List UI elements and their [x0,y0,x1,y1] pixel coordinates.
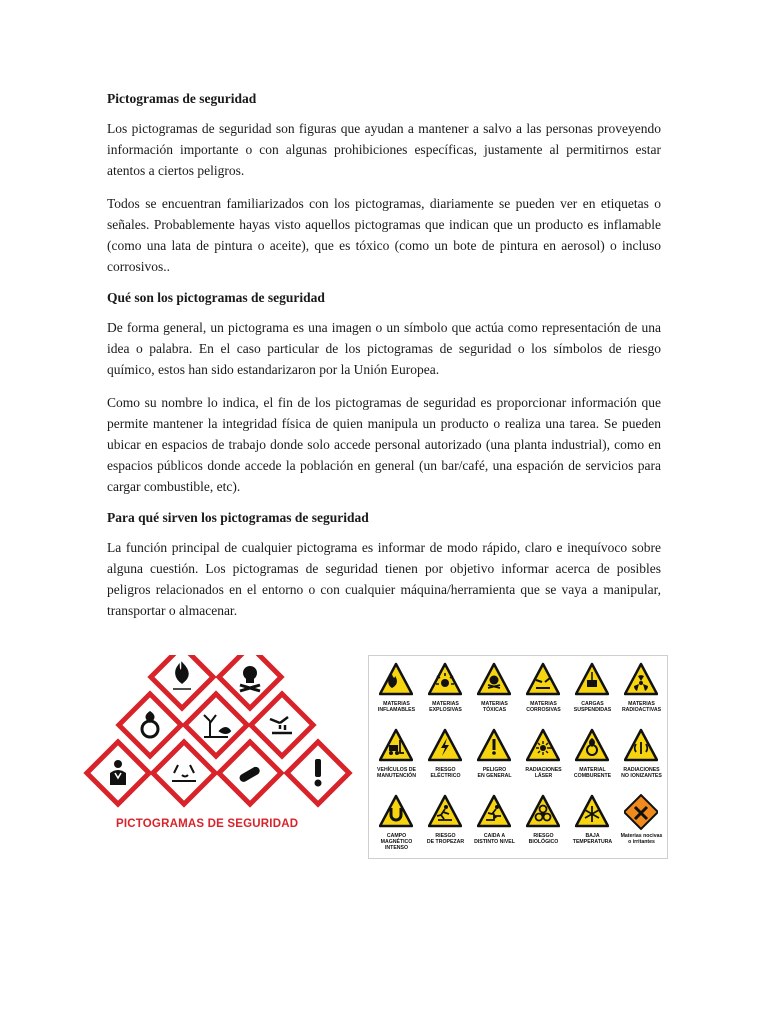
paragraph: Todos se encuentran familiarizados con los pictogramas, diariamente se pueden ver en etiquetas o señales. Probablemente hayas visto aquellos pictogramas que indican que un producto es inflamable (como una lata de pintura o aceite), que es tóxico (como un bote de pintura en aerosol) o incluso corrosivos.. [107,196,661,274]
lightning-icon [428,728,462,764]
skull-crossbones-icon [219,655,281,708]
biohazard-icon [526,794,560,830]
paragraph: La función principal de cualquier pictograma es informar de modo rápido, claro e inequívoco sobre alguna cuestión. Los pictogramas de seguridad tienen por objetivo informar acerca de posibles peligros relacionados en el entorno o con cualquier máquina/herramienta que se vaya a manipular, transportar o almacenar. [107,540,661,618]
warning-sign [372,659,421,725]
corrosion-icon [251,694,313,756]
warning-sign-label: MATERIAS EXPLOSIVAS [429,701,462,713]
snowflake-icon [575,794,609,830]
warning-sign [519,725,568,791]
section-heading: Para qué sirven los pictogramas de seguridad [107,510,369,525]
paragraph: Los pictogramas de seguridad son figuras que ayudan a mantener a salvo a las personas proveyendo información importante o con algunas prohibiciones específicas, justamente al permitirnos estar atentos a ciertos peligros. [107,121,661,178]
warning-sign-label: RIESGO ELÉCTRICO [430,767,461,779]
magnet-icon [379,794,413,830]
warning-sign [568,725,617,791]
harmful-x-icon [624,794,658,830]
warning-signs-chart [368,655,668,859]
trip-icon [428,794,462,830]
flame-over-circle-icon [119,694,181,756]
warning-sign-label: RIESGO BIOLÓGICO [528,833,559,845]
warning-sign [617,725,666,791]
exclamation-icon [477,728,511,764]
exclamation-icon [287,742,349,804]
warning-sign-label: MATERIAS RADIOACTIVAS [621,701,662,713]
warning-sign-label: MATERIAL COMBURENTE [573,767,612,779]
document-body [107,90,661,633]
warning-sign [470,791,519,857]
section-heading: Qué son los pictogramas de seguridad [107,290,325,305]
warning-sign-label: RADIACIONES NO IONIZANTES [621,767,662,779]
flame-icon [379,662,413,698]
paragraph: De forma general, un pictograma es una imagen o un símbolo que actúa como representación de una idea o palabra. En el caso particular de los pictogramas de seguridad o los símbolos de riesgo químico, estos han sido estandarizaron por la Unión Europea. [107,320,661,377]
skull-icon [477,662,511,698]
warning-sign-label: MATERIAS INFLAMABLES [377,701,416,713]
warning-sign [421,791,470,857]
warning-sign [470,659,519,725]
paragraph: Como su nombre lo indica, el fin de los pictogramas de seguridad es proporcionar información que permite mantener la integridad física de quien manipula un producto o realiza una tarea. Se pueden ubicar en espacios de trabajo donde solo accede personal autorizado (una planta industrial), como en espacios públicos donde accede la población en general (un bar/café, una espación de servicios para cargar combustible, etc). [107,395,661,494]
warning-sign-label: Materias nocivas o irritantes [620,833,663,845]
environment-icon [185,694,247,756]
warning-sign [519,659,568,725]
section-intro [107,90,661,277]
suspended-load-icon [575,662,609,698]
forklift-icon [379,728,413,764]
warning-sign [372,725,421,791]
flame-icon [151,655,213,708]
ghs-pictograms-image [78,655,360,847]
warning-sign-label: BAJA TEMPERATURA [572,833,613,845]
radiation-icon [624,662,658,698]
fall-icon [477,794,511,830]
warning-sign-label: CARGAS SUSPENDIDAS [573,701,612,713]
warning-sign [372,791,421,857]
warning-sign [519,791,568,857]
ghs-figure-title: PICTOGRAMAS DE SEGURIDAD [116,818,299,830]
health-hazard-icon [87,742,149,804]
warning-sign-label: MATERIAS CORROSIVAS [526,701,561,713]
warning-sign [470,725,519,791]
warning-sign [421,659,470,725]
oxidizer-icon [575,728,609,764]
section-heading: Pictogramas de seguridad [107,91,257,106]
corrosive-liquid-icon [153,742,215,804]
section-para-que [107,509,661,621]
warning-sign-label: CAIDA A DISTINTO NIVEL [474,833,515,845]
figures-row [78,655,768,865]
warning-sign [617,659,666,725]
warning-sign [421,725,470,791]
warning-sign-label: RIESGO DE TROPEZAR [426,833,465,845]
gas-cylinder-icon [219,742,281,804]
explosion-icon [428,662,462,698]
warning-sign-label: CAMPO MAGNÉTICO INTENSO [380,833,413,851]
non-ionizing-icon [624,728,658,764]
warning-sign-label: RADIACIONES LÁSER [525,767,562,779]
warning-sign [617,791,666,857]
section-que-son [107,289,661,497]
warning-sign-label: VEHÍCULOS DE MANUTENCIÓN [377,767,416,779]
warning-sign-label: PELIGRO EN GENERAL [477,767,512,779]
warning-sign [568,791,617,857]
laser-icon [526,728,560,764]
corrosion-icon [526,662,560,698]
warning-sign-label: MATERIAS TÓXICAS [481,701,508,713]
warning-sign [568,659,617,725]
